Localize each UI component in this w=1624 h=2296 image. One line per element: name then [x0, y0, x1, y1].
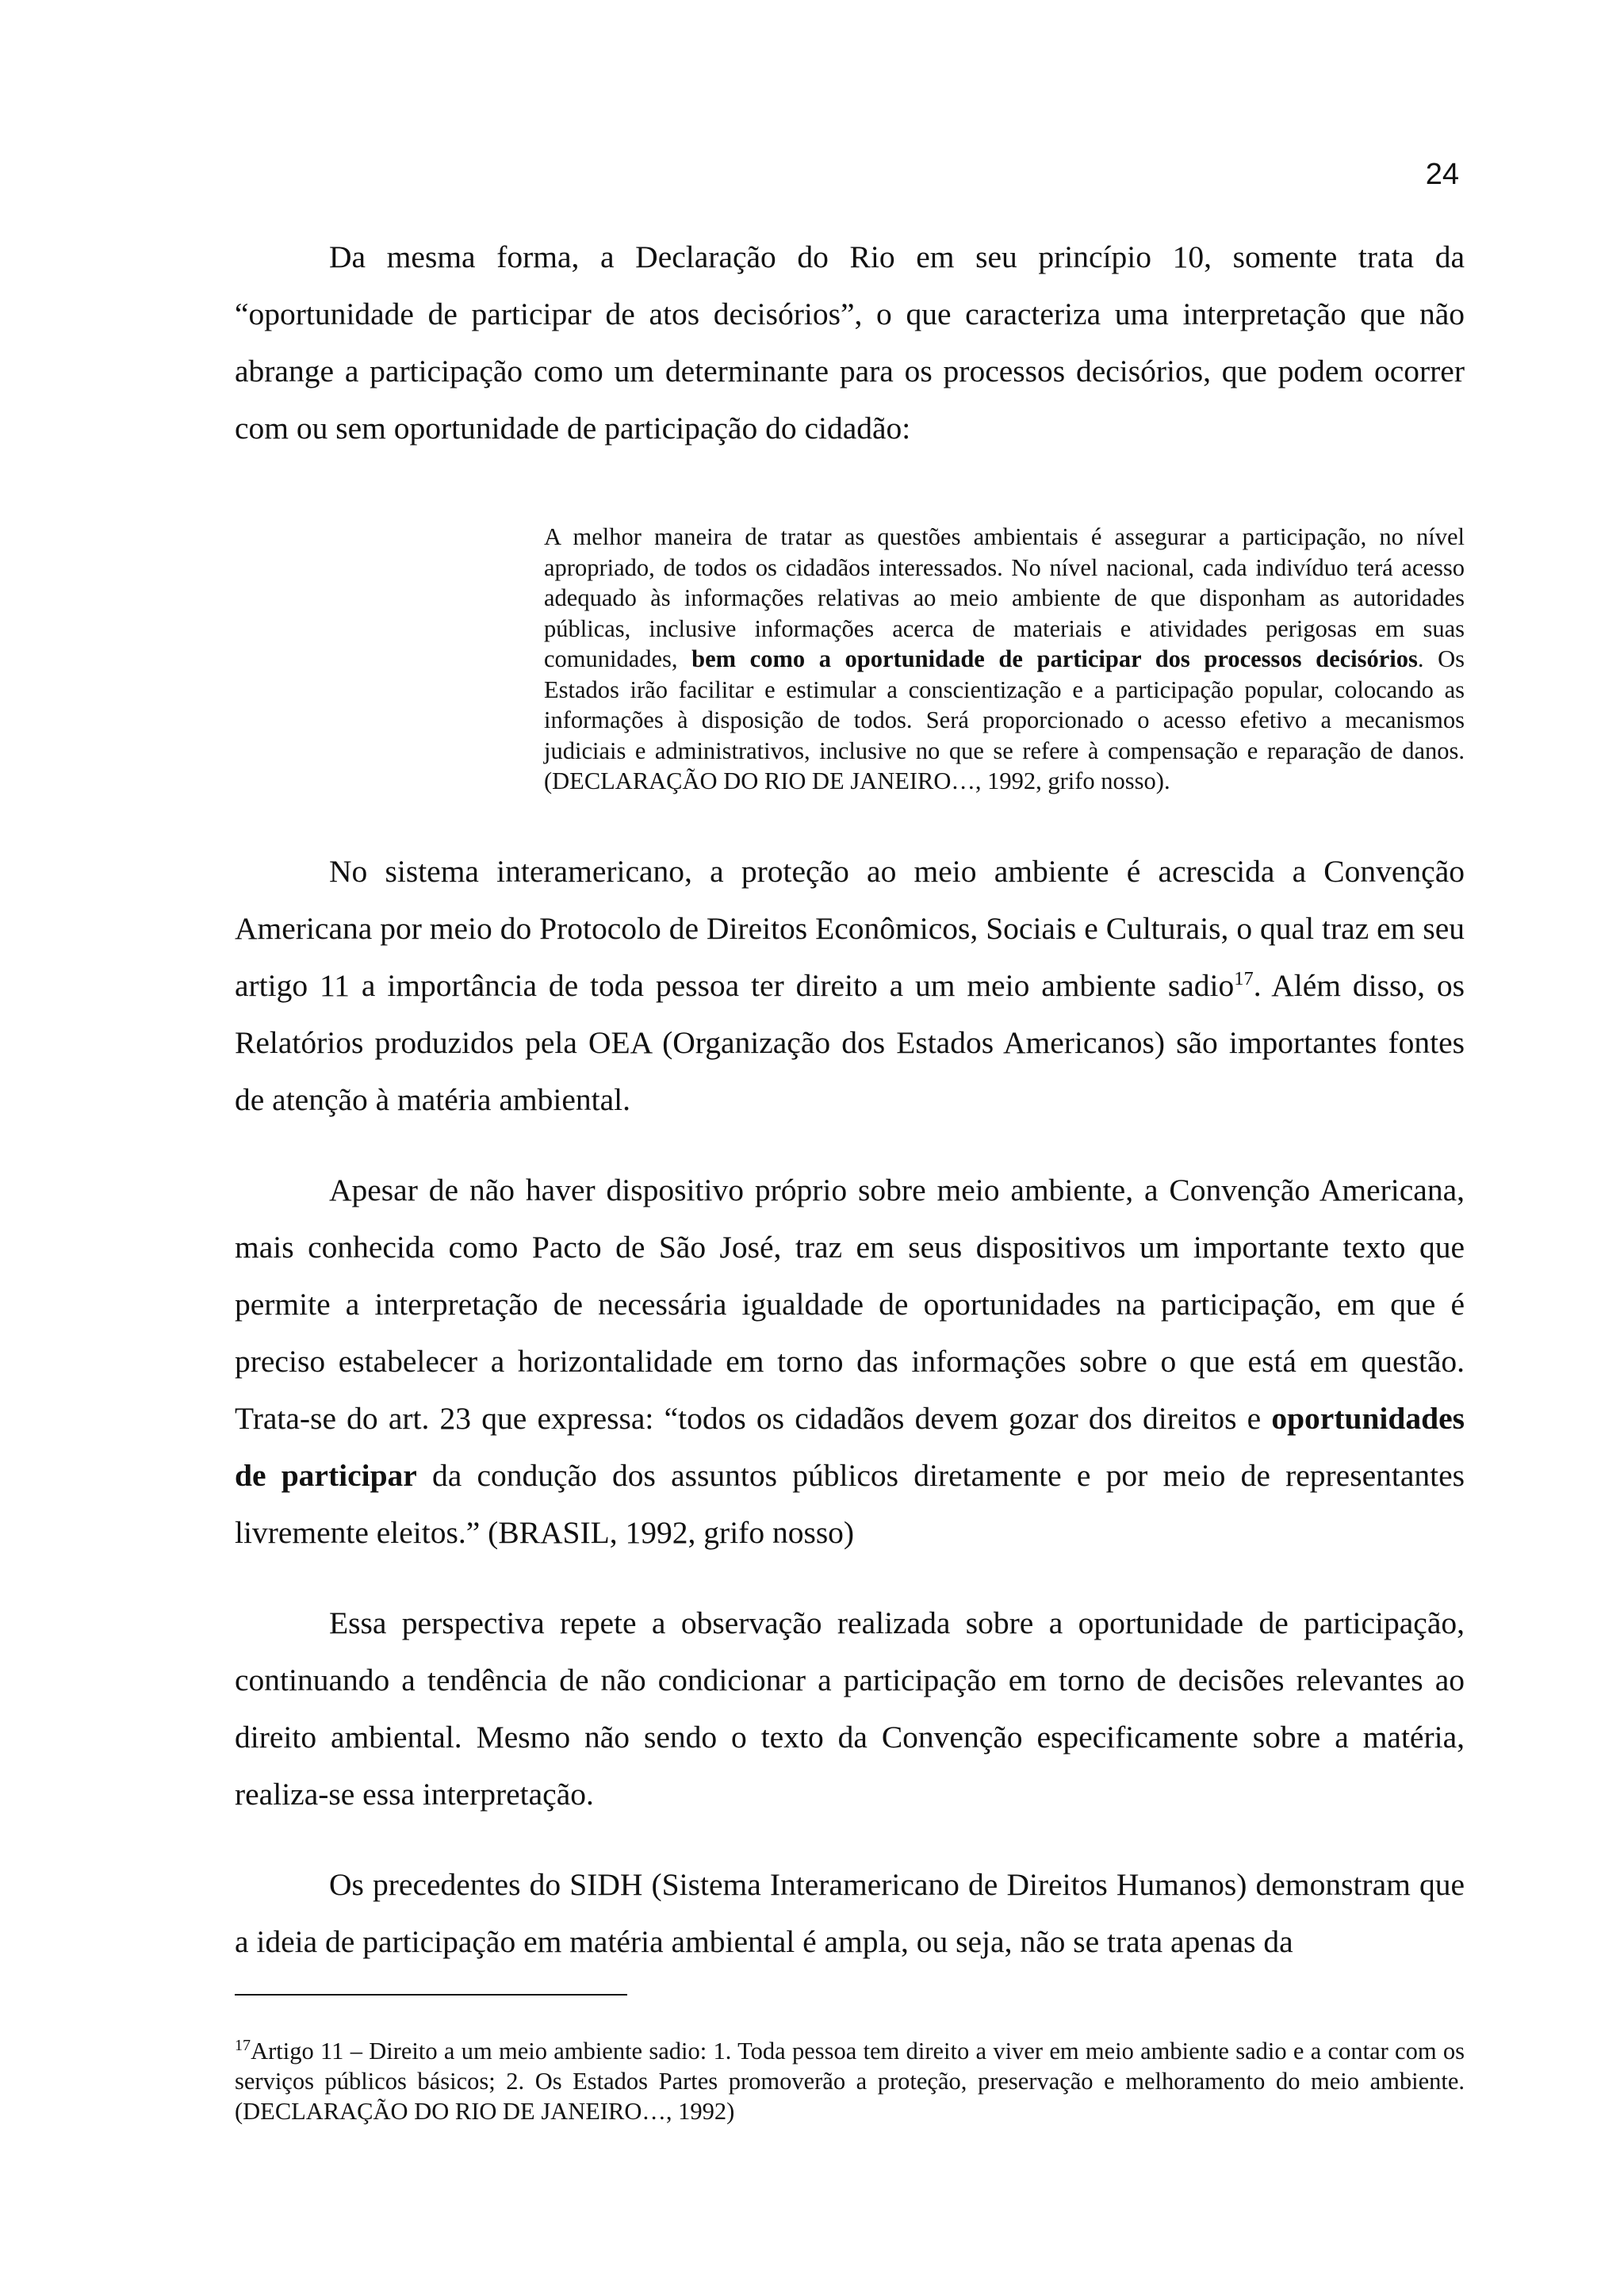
footnote-reference[interactable]: 17: [1234, 967, 1254, 989]
paragraph-text-end: . Além disso, os Relatórios produzidos pela OEA (Organização dos Estados Americanos) são importantes fontes de atenção à matéria ambiental.: [235, 967, 1465, 1117]
paragraph-declaracao-rio: Da mesma forma, a Declaração do Rio em seu princípio 10, somente trata da “oportunidade de participar de atos decisórios”, o que caracteriza uma interpretação que não abrange a participação como um determinante para os processos decisórios, que podem ocorrer com ou sem oportunidade de participação do cidadão:: [235, 239, 1465, 446]
footnote-number: 17: [235, 2036, 251, 2054]
quote-text-end: . Os Estados irão facilitar e estimular a conscientização e a participação popular, colocando as informações à disposição de todos. Será proporcionado o acesso efetivo a mecanismos judiciais e administrativos, inclusive no que se refere à compensação e reparação de danos. (DECLARAÇÃO DO RIO DE JANEIRO…, 1992, grifo nosso).: [544, 645, 1465, 794]
bold-emphasis: oportunidades de participar: [235, 1400, 1465, 1493]
paragraph-precedentes-sidh: Os precedentes do SIDH (Sistema Interamericano de Direitos Humanos) demonstram que a ideia de participação em matéria ambiental é ampla, ou seja, não se trata apenas da: [235, 1866, 1465, 1959]
paragraph-text-start: No sistema interamericano, a proteção ao meio ambiente é acrescida a Convenção Americana por meio do Protocolo de Direitos Econômicos, Sociais e Culturais, o qual traz em seu artigo 11 a importância de toda pessoa ter direito a um meio ambiente sadio: [235, 853, 1465, 1003]
paragraph-perspectiva: Essa perspectiva repete a observação realizada sobre a oportunidade de participação, continuando a tendência de não condicionar a participação em torno de decisões relevantes ao direito ambiental. Mesmo não sendo o texto da Convenção especificamente sobre a matéria, realiza-se essa interpretação.: [235, 1605, 1465, 1812]
footnote-separator: [235, 1994, 627, 1996]
paragraph-sistema-interamericano: [235, 843, 1465, 1128]
page-number: 24: [1425, 158, 1459, 191]
paragraph-text-end: da condução dos assuntos públicos diretamente e por meio de representantes livremente eleitos.” (BRASIL, 1992, grifo nosso): [235, 1457, 1465, 1550]
footnote-text: Artigo 11 – Direito a um meio ambiente sadio: 1. Toda pessoa tem direito a viver em meio ambiente sadio e a contar com os serviços públicos básicos; 2. Os Estados Partes promoverão a proteção, preservação e melhoramento do meio ambiente. (DECLARAÇÃO DO RIO DE JANEIRO…, 1992): [235, 2038, 1465, 2125]
block-quote-declaracao-rio: [544, 522, 1465, 797]
quote-bold-emphasis: bem como a oportunidade de participar dos processos decisórios: [691, 645, 1418, 672]
quote-text-start: A melhor maneira de tratar as questões ambientais é assegurar a participação, no nível apropriado, de todos os cidadãos interessados. No nível nacional, cada indivíduo terá acesso adequado às informações relativas ao meio ambiente de que disponham as autoridades públicas, inclusive informações acerca de materiais e atividades perigosas em suas comunidades,: [544, 523, 1465, 672]
body-text: [235, 228, 1465, 1970]
footnote: [235, 2036, 1465, 2126]
paragraph-pacto-sao-jose: [235, 1161, 1465, 1561]
paragraph-text-start: Apesar de não haver dispositivo próprio sobre meio ambiente, a Convenção Americana, mais conhecida como Pacto de São José, traz em seus dispositivos um importante texto que permite a interpretação de necessária igualdade de oportunidades na participação, em que é preciso estabelecer a horizontalidade em torno das informações sobre o que está em questão. Trata-se do art. 23 que expressa: “todos os cidadãos devem gozar dos direitos e: [235, 1172, 1465, 1436]
